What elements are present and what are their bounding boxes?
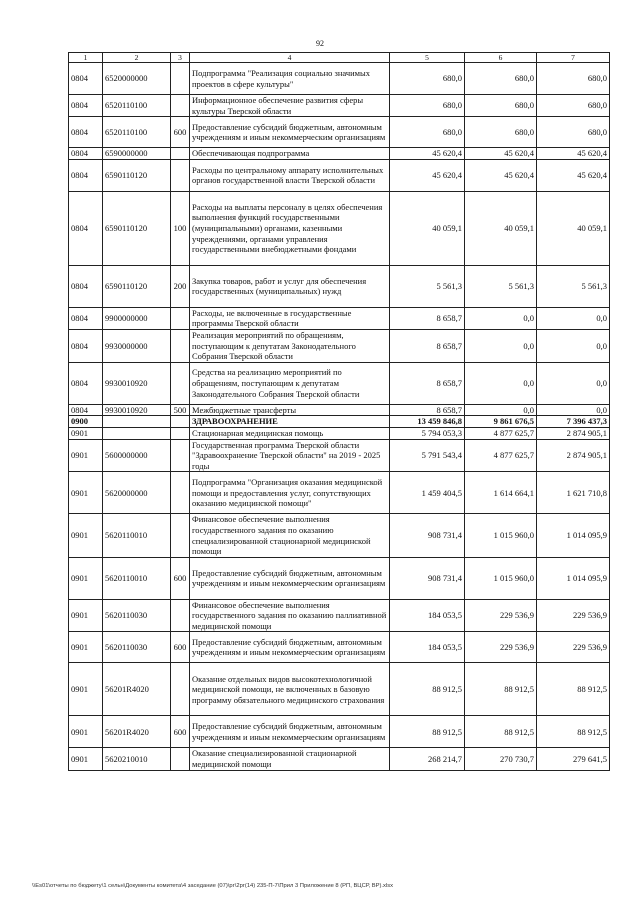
table-row: [69, 191, 610, 265]
expense-type-cell: 600: [171, 632, 190, 663]
column-header: 1: [69, 53, 103, 63]
amount-col6-cell: 88 912,5: [465, 716, 537, 748]
table-row: [69, 427, 610, 439]
section-code-cell: 0804: [69, 362, 103, 404]
amount-col7-cell: 88 912,5: [537, 663, 610, 716]
item-name-cell: Оказание специализированной стационарной медицинской помощи: [190, 748, 390, 770]
amount-col6-cell: 1 015 960,0: [465, 557, 537, 599]
amount-col7-cell: 88 912,5: [537, 716, 610, 748]
amount-col7-cell: 1 014 095,9: [537, 557, 610, 599]
expense-type-cell: 100: [171, 191, 190, 265]
target-article-cell: 9930010920: [103, 404, 171, 416]
target-article-cell: [103, 427, 171, 439]
table-row: [69, 117, 610, 148]
target-article-cell: 9900000000: [103, 307, 171, 329]
item-name-cell: Межбюджетные трансферты: [190, 404, 390, 416]
item-name-cell: Расходы, не включенные в государственные программы Тверской области: [190, 307, 390, 329]
amount-col6-cell: 4 877 625,7: [465, 427, 537, 439]
amount-col7-cell: 0,0: [537, 362, 610, 404]
amount-col6-cell: 229 536,9: [465, 599, 537, 632]
item-name-cell: Предоставление субсидий бюджетным, автономным учреждениям и иным некоммерческим организациям: [190, 632, 390, 663]
section-code-cell: 0804: [69, 95, 103, 117]
expense-type-cell: 200: [171, 265, 190, 307]
amount-col5-cell: 8 658,7: [390, 362, 465, 404]
table-row: [69, 748, 610, 770]
amount-col7-cell: 680,0: [537, 95, 610, 117]
amount-col5-cell: 184 053,5: [390, 599, 465, 632]
column-header: 3: [171, 53, 190, 63]
target-article-cell: 5620000000: [103, 472, 171, 514]
item-name-cell: Средства на реализацию мероприятий по обращениям, поступающим к депутатам Законодательного Собрания Тверской области: [190, 362, 390, 404]
expense-type-cell: 600: [171, 716, 190, 748]
expense-type-cell: [171, 148, 190, 160]
item-name-cell: Финансовое обеспечение выполнения государственного задания по оказанию специализированной стационарной медицинской помощи: [190, 514, 390, 557]
section-code-cell: 0901: [69, 599, 103, 632]
expense-type-cell: [171, 95, 190, 117]
amount-col6-cell: 0,0: [465, 362, 537, 404]
target-article-cell: 9930010920: [103, 362, 171, 404]
amount-col5-cell: 5 794 053,3: [390, 427, 465, 439]
item-name-cell: Расходы на выплаты персоналу в целях обеспечения выполнения функций государственными (муниципальными) органами, казенными учреждениями, органами управления государственными внебюджетными фондами: [190, 191, 390, 265]
section-code-cell: 0901: [69, 439, 103, 472]
table-row: [69, 514, 610, 557]
amount-col5-cell: 88 912,5: [390, 716, 465, 748]
amount-col6-cell: 1 015 960,0: [465, 514, 537, 557]
expense-type-cell: [171, 416, 190, 428]
amount-col7-cell: 229 536,9: [537, 599, 610, 632]
amount-col5-cell: 680,0: [390, 63, 465, 95]
amount-col7-cell: 680,0: [537, 117, 610, 148]
amount-col7-cell: 45 620,4: [537, 159, 610, 191]
expense-type-cell: [171, 514, 190, 557]
amount-col6-cell: 229 536,9: [465, 632, 537, 663]
amount-col5-cell: 680,0: [390, 117, 465, 148]
item-name-cell: Финансовое обеспечение выполнения государственного задания по оказанию паллиативной медицинской помощи: [190, 599, 390, 632]
amount-col5-cell: 8 658,7: [390, 329, 465, 362]
table-row: [69, 329, 610, 362]
amount-col7-cell: 0,0: [537, 329, 610, 362]
amount-col7-cell: 1 621 710,8: [537, 472, 610, 514]
table-row: [69, 362, 610, 404]
column-header: 2: [103, 53, 171, 63]
amount-col7-cell: 7 396 437,3: [537, 416, 610, 428]
table-row: [69, 472, 610, 514]
item-name-cell: Информационное обеспечение развития сферы культуры Тверской области: [190, 95, 390, 117]
file-path-footer: \\Es01\отчеты по бюджету\1 сельн\Документы комитета\4 заседание (07)\рг\2рг(14) 235-П-7\Прил 3 Приложение 8 (РП, ВЦСР, ВР).xlsx: [32, 883, 394, 889]
target-article-cell: 6520000000: [103, 63, 171, 95]
target-article-cell: 6590110120: [103, 265, 171, 307]
amount-col5-cell: 908 731,4: [390, 514, 465, 557]
section-code-cell: 0804: [69, 148, 103, 160]
target-article-cell: 5620210010: [103, 748, 171, 770]
amount-col6-cell: 680,0: [465, 95, 537, 117]
amount-col6-cell: 4 877 625,7: [465, 439, 537, 472]
column-header: 7: [537, 53, 610, 63]
section-code-cell: 0804: [69, 117, 103, 148]
amount-col5-cell: 40 059,1: [390, 191, 465, 265]
budget-table: [68, 52, 610, 771]
item-name-cell: Подпрограмма "Организация оказания медицинской помощи и предоставления услуг, сопутствующих оказанию медицинской помощи": [190, 472, 390, 514]
amount-col6-cell: 0,0: [465, 404, 537, 416]
amount-col5-cell: 45 620,4: [390, 148, 465, 160]
table-row: [69, 63, 610, 95]
expense-type-cell: 600: [171, 557, 190, 599]
item-name-cell: Подпрограмма "Реализация социально значимых проектов в сфере культуры": [190, 63, 390, 95]
item-name-cell: Стационарная медицинская помощь: [190, 427, 390, 439]
amount-col7-cell: 229 536,9: [537, 632, 610, 663]
table-row: [69, 148, 610, 160]
amount-col5-cell: 8 658,7: [390, 307, 465, 329]
target-article-cell: 5620110030: [103, 632, 171, 663]
expense-type-cell: [171, 63, 190, 95]
section-code-cell: 0901: [69, 427, 103, 439]
section-code-cell: 0804: [69, 191, 103, 265]
target-article-cell: 9930000000: [103, 329, 171, 362]
expense-type-cell: 600: [171, 117, 190, 148]
item-name-cell: Предоставление субсидий бюджетным, автономным учреждениям и иным некоммерческим организациям: [190, 557, 390, 599]
target-article-cell: 56201R4020: [103, 716, 171, 748]
amount-col6-cell: 270 730,7: [465, 748, 537, 770]
amount-col7-cell: 2 874 905,1: [537, 439, 610, 472]
item-name-cell: Государственная программа Тверской области "Здравоохранение Тверской области" на 2019 - 2025 годы: [190, 439, 390, 472]
table-row: [69, 416, 610, 428]
expense-type-cell: [171, 427, 190, 439]
section-code-cell: 0901: [69, 514, 103, 557]
expense-type-cell: [171, 472, 190, 514]
column-header: 5: [390, 53, 465, 63]
amount-col5-cell: 5 561,3: [390, 265, 465, 307]
target-article-cell: 6590110120: [103, 191, 171, 265]
target-article-cell: 6520110100: [103, 117, 171, 148]
expense-type-cell: [171, 663, 190, 716]
amount-col7-cell: 5 561,3: [537, 265, 610, 307]
amount-col7-cell: 0,0: [537, 404, 610, 416]
expense-type-cell: [171, 439, 190, 472]
amount-col7-cell: 1 014 095,9: [537, 514, 610, 557]
target-article-cell: 5620110010: [103, 514, 171, 557]
table-row: [69, 632, 610, 663]
amount-col7-cell: 680,0: [537, 63, 610, 95]
table-row: [69, 557, 610, 599]
amount-col6-cell: 9 861 676,5: [465, 416, 537, 428]
item-name-cell: Закупка товаров, работ и услуг для обеспечения государственных (муниципальных) нужд: [190, 265, 390, 307]
amount-col6-cell: 680,0: [465, 63, 537, 95]
item-name-cell: Предоставление субсидий бюджетным, автономным учреждениям и иным некоммерческим организациям: [190, 716, 390, 748]
amount-col7-cell: 45 620,4: [537, 148, 610, 160]
expense-type-cell: [171, 748, 190, 770]
column-header: 6: [465, 53, 537, 63]
amount-col7-cell: 2 874 905,1: [537, 427, 610, 439]
target-article-cell: 6590000000: [103, 148, 171, 160]
target-article-cell: 5620110030: [103, 599, 171, 632]
amount-col5-cell: 268 214,7: [390, 748, 465, 770]
amount-col6-cell: 0,0: [465, 307, 537, 329]
target-article-cell: 5600000000: [103, 439, 171, 472]
section-code-cell: 0804: [69, 307, 103, 329]
item-name-cell: ЗДРАВООХРАНЕНИЕ: [190, 416, 390, 428]
section-code-cell: 0804: [69, 265, 103, 307]
section-code-cell: 0901: [69, 472, 103, 514]
target-article-cell: 6520110100: [103, 95, 171, 117]
item-name-cell: Расходы по центральному аппарату исполнительных органов государственной власти Тверской области: [190, 159, 390, 191]
amount-col5-cell: 8 658,7: [390, 404, 465, 416]
amount-col6-cell: 1 614 664,1: [465, 472, 537, 514]
amount-col6-cell: 40 059,1: [465, 191, 537, 265]
section-code-cell: 0901: [69, 663, 103, 716]
expense-type-cell: 500: [171, 404, 190, 416]
target-article-cell: 6590110120: [103, 159, 171, 191]
table-row: [69, 404, 610, 416]
item-name-cell: Оказание отдельных видов высокотехнологичной медицинской помощи, не включенных в базовую программу обязательного медицинского страхования: [190, 663, 390, 716]
amount-col5-cell: 1 459 404,5: [390, 472, 465, 514]
column-header: 4: [190, 53, 390, 63]
amount-col6-cell: 0,0: [465, 329, 537, 362]
page-number: 92: [316, 39, 324, 48]
item-name-cell: Предоставление субсидий бюджетным, автономным учреждениям и иным некоммерческим организациям: [190, 117, 390, 148]
table-row: [69, 439, 610, 472]
section-code-cell: 0804: [69, 63, 103, 95]
amount-col5-cell: 5 791 543,4: [390, 439, 465, 472]
section-code-cell: 0901: [69, 632, 103, 663]
section-code-cell: 0804: [69, 404, 103, 416]
amount-col7-cell: 40 059,1: [537, 191, 610, 265]
amount-col6-cell: 680,0: [465, 117, 537, 148]
column-number-header-row: [69, 53, 610, 63]
section-code-cell: 0901: [69, 557, 103, 599]
section-code-cell: 0804: [69, 329, 103, 362]
amount-col6-cell: 5 561,3: [465, 265, 537, 307]
table-row: [69, 265, 610, 307]
table-row: [69, 95, 610, 117]
expense-type-cell: [171, 159, 190, 191]
table-row: [69, 599, 610, 632]
amount-col7-cell: 0,0: [537, 307, 610, 329]
expense-type-cell: [171, 362, 190, 404]
expense-type-cell: [171, 307, 190, 329]
table-row: [69, 663, 610, 716]
amount-col6-cell: 45 620,4: [465, 159, 537, 191]
target-article-cell: 5620110010: [103, 557, 171, 599]
amount-col6-cell: 88 912,5: [465, 663, 537, 716]
expense-type-cell: [171, 599, 190, 632]
table-row: [69, 307, 610, 329]
expense-type-cell: [171, 329, 190, 362]
item-name-cell: Реализация мероприятий по обращениям, поступающим к депутатам Законодательного Собрания Тверской области: [190, 329, 390, 362]
table-row: [69, 716, 610, 748]
amount-col5-cell: 680,0: [390, 95, 465, 117]
section-code-cell: 0901: [69, 716, 103, 748]
section-code-cell: 0804: [69, 159, 103, 191]
amount-col5-cell: 908 731,4: [390, 557, 465, 599]
section-code-cell: 0900: [69, 416, 103, 428]
section-code-cell: 0901: [69, 748, 103, 770]
item-name-cell: Обеспечивающая подпрограмма: [190, 148, 390, 160]
amount-col5-cell: 88 912,5: [390, 663, 465, 716]
amount-col5-cell: 184 053,5: [390, 632, 465, 663]
table-row: [69, 159, 610, 191]
target-article-cell: [103, 416, 171, 428]
amount-col6-cell: 45 620,4: [465, 148, 537, 160]
target-article-cell: 56201R4020: [103, 663, 171, 716]
amount-col5-cell: 45 620,4: [390, 159, 465, 191]
amount-col7-cell: 279 641,5: [537, 748, 610, 770]
amount-col5-cell: 13 459 846,8: [390, 416, 465, 428]
